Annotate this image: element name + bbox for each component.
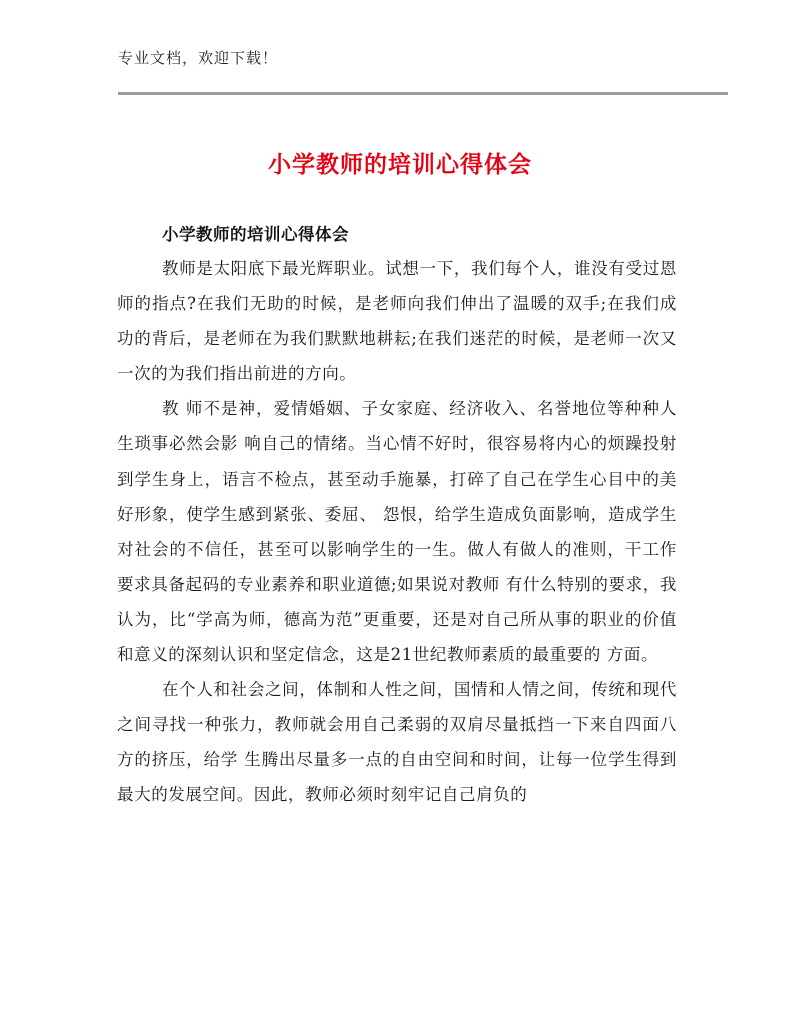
- paragraph-3: 在个人和社会之间，体制和人性之间，国情和人情之间，传统和现代之间寻找一种张力，教师就会用自己柔弱的双肩尽量抵挡一下来自四面八方的挤压，给学 生腾出尽量多一点的自由空间和时间，让每一位学生得到最大的发展空间。因此，教师必须时刻牢记自己肩负的: [117, 680, 677, 805]
- document-body: [117, 251, 677, 813]
- header-divider: [118, 92, 728, 95]
- paragraph-1: 教师是太阳底下最光辉职业。试想一下，我们每个人，谁没有受过恩师的指点?在我们无助的时候，是老师向我们伸出了温暖的双手;在我们成功的背后，是老师在为我们默默地耕耘;在我们迷茫的时候，是老师一次又一次的为我们指出前进的方向。: [117, 259, 677, 384]
- paragraph-2: 教 师不是神，爱情婚姻、子女家庭、经济收入、名誉地位等种种人生琐事必然会影 响自己的情绪。当心情不好时，很容易将内心的烦躁投射到学生身上，语言不检点，甚至动手施暴，打碎了自己在学生心目中的美好形象，使学生感到紧张、委屈、 怨恨，给学生造成负面影响，造成学生对社会的不信任，甚至可以影响学生的一生。做人有做人的准则，干工作要求具备起码的专业素养和职业道德;如果说对教师 有什么特别的要求，我认为，比“学高为师，德高为范”更重要，还是对自己所从事的职业的价值和意义的深刻认识和坚定信念，这是21世纪教师素质的最重要的 方面。: [117, 399, 677, 665]
- header-note: 专业文档，欢迎下载！: [118, 49, 279, 67]
- document-title: 小学教师的培训心得体会: [268, 152, 532, 178]
- document-subheading: 小学教师的培训心得体会: [162, 225, 349, 244]
